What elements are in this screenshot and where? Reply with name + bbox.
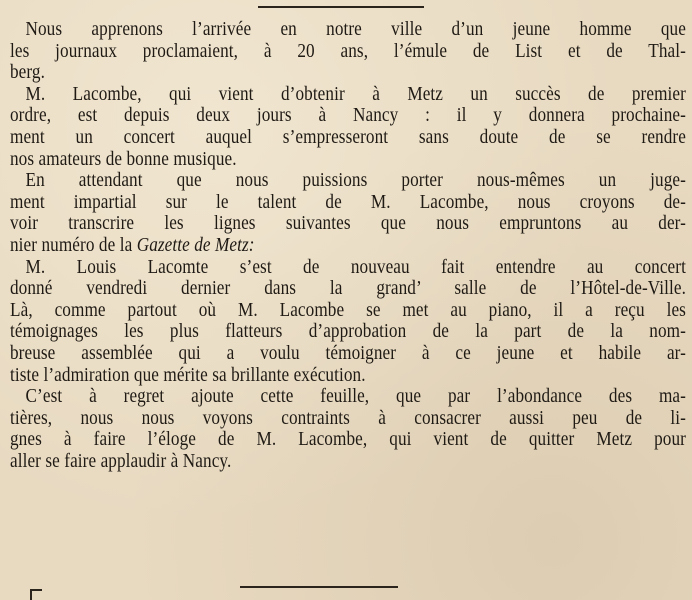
text-line: aller se faire applaudir à Nancy. bbox=[10, 449, 232, 472]
text-line: témoignages les plus flatteurs d’approbation de la part de la nom- bbox=[10, 320, 686, 343]
next-article-fragment bbox=[30, 589, 42, 600]
text-line: les journaux proclamaient, à 20 ans, l’émule de List et de Thal- bbox=[10, 39, 686, 62]
text-line: nos amateurs de bonne musique. bbox=[10, 147, 237, 170]
newspaper-title: Gazette de Metz: bbox=[136, 233, 255, 256]
text-line: En attendant que nous puissions porter nous-mêmes un juge- bbox=[25, 169, 686, 192]
bottom-rule bbox=[240, 586, 398, 588]
text-line: berg. bbox=[10, 61, 45, 84]
text-line: M. Louis Lacomte s’est de nouveau fait entendre au concert bbox=[25, 255, 686, 278]
text-line: Là, comme partout où M. Lacombe se met au piano, il a reçu les bbox=[10, 298, 686, 321]
text-fragment: nier numéro de la bbox=[10, 233, 137, 256]
top-rule bbox=[258, 6, 424, 8]
text-line: gnes à faire l’éloge de M. Lacombe, qui vient de quitter Metz pour bbox=[10, 428, 686, 451]
text-line: Nous apprenons l’arrivée en notre ville d’un jeune homme que bbox=[25, 18, 686, 40]
text-line: donné vendredi dernier dans la grand’ salle de l’Hôtel-de-Ville. bbox=[10, 277, 686, 300]
text-line: tières, nous nous voyons contraints à consacrer aussi peu de li- bbox=[10, 406, 686, 429]
text-line: ordre, est depuis deux jours à Nancy : il y donnera prochaine- bbox=[10, 104, 686, 127]
text-line: ment un concert auquel s’empresseront sans doute de se rendre bbox=[10, 125, 686, 148]
text-line: breuse assemblée qui a voulu témoigner à ce jeune et habile ar- bbox=[10, 341, 686, 364]
text-line: tiste l’admiration que mérite sa brillante exécution. bbox=[10, 363, 366, 386]
text-line: C’est à regret ajoute cette feuille, que par l’abondance des ma- bbox=[25, 385, 686, 408]
text-line: M. Lacombe, qui vient d’obtenir à Metz un succès de premier bbox=[25, 82, 686, 105]
text-line bbox=[10, 235, 686, 257]
text-line: voir transcrire les lignes suivantes que nous empruntons au der- bbox=[10, 212, 686, 235]
text-line: ment impartial sur le talent de M. Lacombe, nous croyons de- bbox=[10, 190, 686, 213]
article-body bbox=[10, 19, 686, 472]
